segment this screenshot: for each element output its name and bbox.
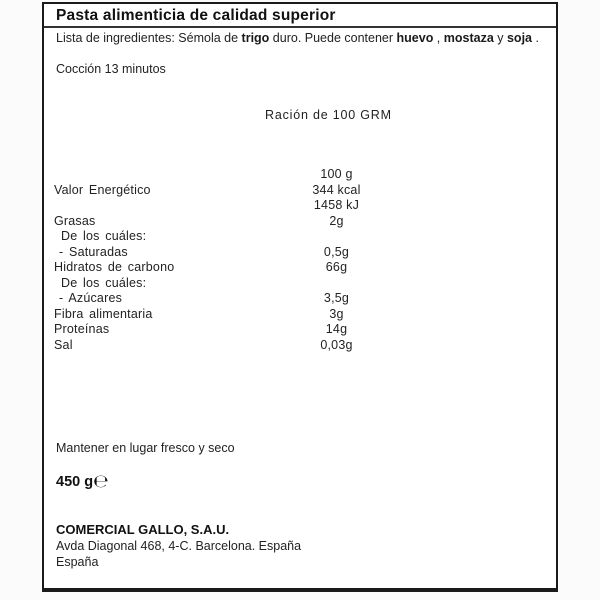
nutrition-row-fibre <box>44 307 556 323</box>
serving-size: Ración de 100 GRM <box>265 108 392 122</box>
nutrition-table <box>44 167 556 353</box>
nutrition-row-fat <box>44 214 556 230</box>
nutrition-header-row <box>44 167 556 183</box>
nutrition-row-salt <box>44 338 556 354</box>
ingredient-bold-huevo: huevo <box>396 31 434 45</box>
ingredients-text <box>44 28 556 46</box>
nutrition-value: 2g <box>329 213 344 228</box>
nutrition-value: 344 kcal <box>312 182 361 197</box>
nutrition-label: De los cuáles: <box>61 275 147 290</box>
ingredients-part: , <box>433 31 444 45</box>
nutrition-label <box>54 167 269 183</box>
nutrition-value: 3,5g <box>323 291 350 305</box>
nutrition-label: Sal <box>54 337 73 352</box>
nutrition-label: - Azúcares <box>59 291 123 305</box>
nutrition-value <box>269 229 404 245</box>
nutrition-value: 1458 kJ <box>313 198 360 212</box>
country: España <box>56 555 99 569</box>
ingredient-bold-mostaza: mostaza <box>443 31 494 45</box>
estimated-sign: ℮ <box>93 471 109 492</box>
manufacturer-name: COMERCIAL GALLO, S.A.U. <box>56 522 230 537</box>
nutrition-label: Proteínas <box>54 322 110 336</box>
nutrition-row-protein <box>44 322 556 338</box>
ingredients-part: y <box>493 31 507 45</box>
ingredient-bold-trigo: trigo <box>241 31 270 45</box>
nutrition-label <box>54 198 269 214</box>
nutrition-value: 14g <box>325 322 348 336</box>
nutrition-row-energy-kj <box>44 198 556 214</box>
nutrition-column-header: 100 g <box>320 167 353 181</box>
cooking-time: Cocción 13 minutos <box>56 62 166 76</box>
product-title: Pasta alimenticia de calidad superior <box>44 4 556 28</box>
nutrition-row-of-which <box>44 276 556 292</box>
nutrition-label: De los cuáles: <box>61 229 147 243</box>
nutrition-label: Valor Energético <box>54 182 151 197</box>
nutrition-value: 66g <box>325 260 348 274</box>
nutrition-row-of-which <box>44 229 556 245</box>
manufacturer-address: Avda Diagonal 468, 4-C. Barcelona. España <box>56 539 302 553</box>
nutrition-label: - Saturadas <box>59 244 128 259</box>
ingredient-bold-soja: soja <box>506 31 532 45</box>
nutrition-value: 0,5g <box>323 244 350 259</box>
net-weight-value: 450 g <box>56 474 94 490</box>
nutrition-row-energy <box>44 183 556 199</box>
nutrition-row-sugars <box>44 291 556 307</box>
ingredients-part: duro. Puede contener <box>269 31 397 45</box>
nutrition-row-saturates <box>44 245 556 261</box>
storage-instructions: Mantener en lugar fresco y seco <box>56 441 235 455</box>
nutrition-value <box>269 276 404 292</box>
net-weight <box>44 472 556 492</box>
nutrition-label: Hidratos de carbono <box>54 260 175 274</box>
ingredients-part: Lista de ingredientes: Sémola de <box>56 31 242 45</box>
nutrition-row-carbs <box>44 260 556 276</box>
ingredients-part: . <box>532 31 539 45</box>
nutrition-label: Grasas <box>54 213 96 228</box>
nutrition-value: 3g <box>329 306 344 321</box>
product-label-box <box>42 2 558 592</box>
nutrition-value: 0,03g <box>320 337 353 352</box>
nutrition-label: Fibra alimentaria <box>54 306 153 321</box>
